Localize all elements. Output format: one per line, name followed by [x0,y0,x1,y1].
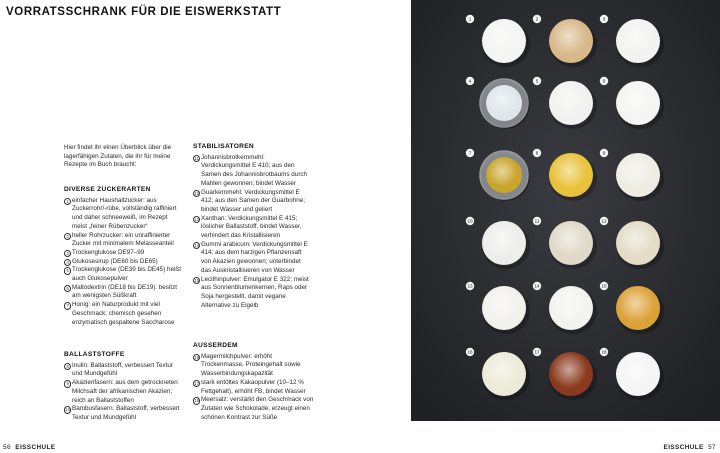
intro-text: Hier findet ihr einen Überblick über die lagerfähigen Zutaten, die ihr für meine Rezepte im Buch braucht: [64,144,172,169]
ingredient-number: 18 [601,349,607,355]
item-text: Meersalz: verstärkt den Geschmack von Zutaten wie Schokolade, erzeugt einen schönen Kontrast zur Süße [201,396,314,421]
item-number: 4 [64,259,71,266]
item-number: 11 [194,155,199,161]
footer-left [3,444,55,451]
list-item [64,301,182,327]
ingredient-number: 12 [601,218,607,224]
item-number: 1 [64,198,71,205]
item-text: stark entöltes Kakaopulver (10–12 % Fettgehalt), erhöht FB, bindet Wasser [201,378,306,395]
list-item [193,241,311,276]
item-number: 9 [64,380,71,387]
page-number-right: 57 [708,444,716,451]
item-number: 17 [194,380,200,386]
list-item [64,379,182,405]
section-zucker [64,186,182,327]
ingredient-number: 3 [602,16,606,22]
ingredient-number: 5 [535,78,539,84]
section-ausser [193,342,315,422]
list-item [193,396,315,422]
ingredient-highlight [549,221,593,265]
item-number: 5 [64,267,71,274]
footer-right [664,444,716,451]
ingredient-number: 13 [467,283,473,289]
section-ballast [64,351,182,423]
list-item [193,353,315,379]
item-text: Honig: ein Naturprodukt mit viel Geschmack; chemisch gesehen enzymatisch gespaltene Saccharose [72,301,175,326]
item-number: 6 [64,285,71,292]
item-text: Glukosesirup (DE60 bis DE65) [72,257,158,265]
list-item [64,405,182,422]
list-item [193,379,315,396]
item-number: 13 [194,216,200,222]
section-heading-stabil: STABILISATOREN [193,143,254,150]
page-title: VORRATSSCHRANK FÜR DIE EISWERKSTATT [6,6,282,18]
ingredients-photo [411,0,720,421]
ingredient-number: 10 [467,218,473,224]
page-number-left: 56 [3,444,11,451]
ingredient-number: 1 [468,16,472,22]
ingredient-highlight [482,352,526,396]
ingredient-number: 16 [467,349,473,355]
ingredient-highlight [549,286,593,330]
ingredient-number: 8 [535,150,539,156]
footer-label-right: EISSCHULE [663,444,704,451]
ingredient-highlight [616,81,660,125]
item-text: Trockenglukose (DE39 bis DE45) heißt auch Glukosepulver [72,266,181,283]
item-text: Johannisbrotkernmehl: Verdickungsmittel E 410; aus den Samen des Johannisbrotbaums durch Mahlen gewonnen; bindet Wasser [201,153,308,187]
item-number: 16 [194,354,200,360]
ingredient-highlight [616,19,660,63]
ingredient-number: 2 [535,16,539,22]
intro-paragraph [64,144,182,170]
item-text: Gummi arabicum: Verdickungsmittel E 414; aus dem harzigen Pflanzensaft von Akazien gewonnen; unterbindet das Auskristallisieren von Wasser [201,240,308,274]
ingredient-highlight [482,221,526,265]
section-heading-ausser: AUSSERDEM [193,342,238,349]
ingredient-highlight [482,19,526,63]
item-text: Guarkernmehl: Verdickungsmittel E 412; aus den Samen der Guarbohne; bindet Wasser und geliert [201,188,305,213]
ingredient-number: 14 [534,283,540,289]
ingredient-highlight [549,19,593,63]
item-text: Magermilchpulver: erhöht Trockenmasse, Proteingehalt sowie Wasserbindungskapazität [201,352,301,378]
ingredient-highlight [616,352,660,396]
item-text: heller Rohrzucker: ein unraffinierter Zucker mit minimalem Melasseanteil [72,231,174,248]
ingredient-highlight [616,153,660,197]
item-text: Lecithinpulver: Emulgator E 322; meist aus Sonnenblumenkernen, Raps oder Soja hergestellt, damit vegane Alternative zu Eigelb [201,275,309,309]
ingredient-number: 4 [468,78,472,84]
item-number: 7 [64,302,71,309]
item-number: 10 [65,407,71,413]
list-item [193,215,311,241]
item-text: Maltodextrin (DE18 bis DE19): besitzt am wenigsten Süßkraft [72,283,177,300]
item-number: 2 [64,233,71,240]
list-item [64,197,182,232]
ingredient-highlight [549,81,593,125]
list-item [64,232,182,249]
ingredient-highlight [482,286,526,330]
ingredient-highlight [616,286,660,330]
footer-label-left: EISSCHULE [15,444,56,451]
ingredient-number: 9 [602,150,606,156]
item-number: 12 [194,190,200,196]
ingredient-highlight [486,85,522,121]
list-item [193,189,311,215]
item-text: Trockenglukose DE97–99 [72,248,145,256]
item-text: Xanthan: Verdickungsmittel E 415; löslicher Ballaststoff, bindet Wasser, verhindert das Kristallisieren [201,214,302,240]
item-number: 14 [194,242,200,248]
ingredients-grid [411,0,720,421]
ingredient-number: 15 [601,283,607,289]
list-item [64,258,182,267]
ingredient-number: 11 [534,218,540,224]
section-stabil [193,143,311,310]
item-number: 8 [64,363,71,370]
ingredient-number: 6 [602,78,606,84]
list-item [64,362,182,379]
item-number: 3 [64,250,71,257]
item-number: 18 [194,398,200,404]
item-text: Akazienfasern: aus dem getrockneten Milchsaft der afrikanischen Akazien; reich an Ballaststoffen [72,379,178,404]
list-item [64,249,182,258]
section-heading-ballast: BALLASTSTOFFE [64,351,125,358]
item-text: Bambusfasern: Ballaststoff, verbessert Textur und Mundgefühl [72,405,180,421]
ingredient-highlight [616,221,660,265]
ingredient-highlight [549,352,593,396]
item-text: einfacher Haushaltzucker: aus Zuckerrohr/-rübe, vollständig raffiniert und daher schneeweiß, im Rezept meist „feiner Rübenzucker“ [72,196,177,230]
ingredient-number: 7 [468,150,472,156]
list-item [193,154,311,189]
list-item [64,266,182,283]
ingredient-number: 17 [534,349,540,355]
item-number: 15 [194,277,200,283]
list-item [64,284,182,301]
section-heading-zucker: DIVERSE ZUCKERARTEN [64,186,151,193]
list-item [193,276,311,311]
item-text: Inulin: Ballaststoff, verbessert Textur und Mundgefühl [72,361,173,378]
ingredient-highlight [549,153,593,197]
ingredient-highlight [486,157,522,193]
